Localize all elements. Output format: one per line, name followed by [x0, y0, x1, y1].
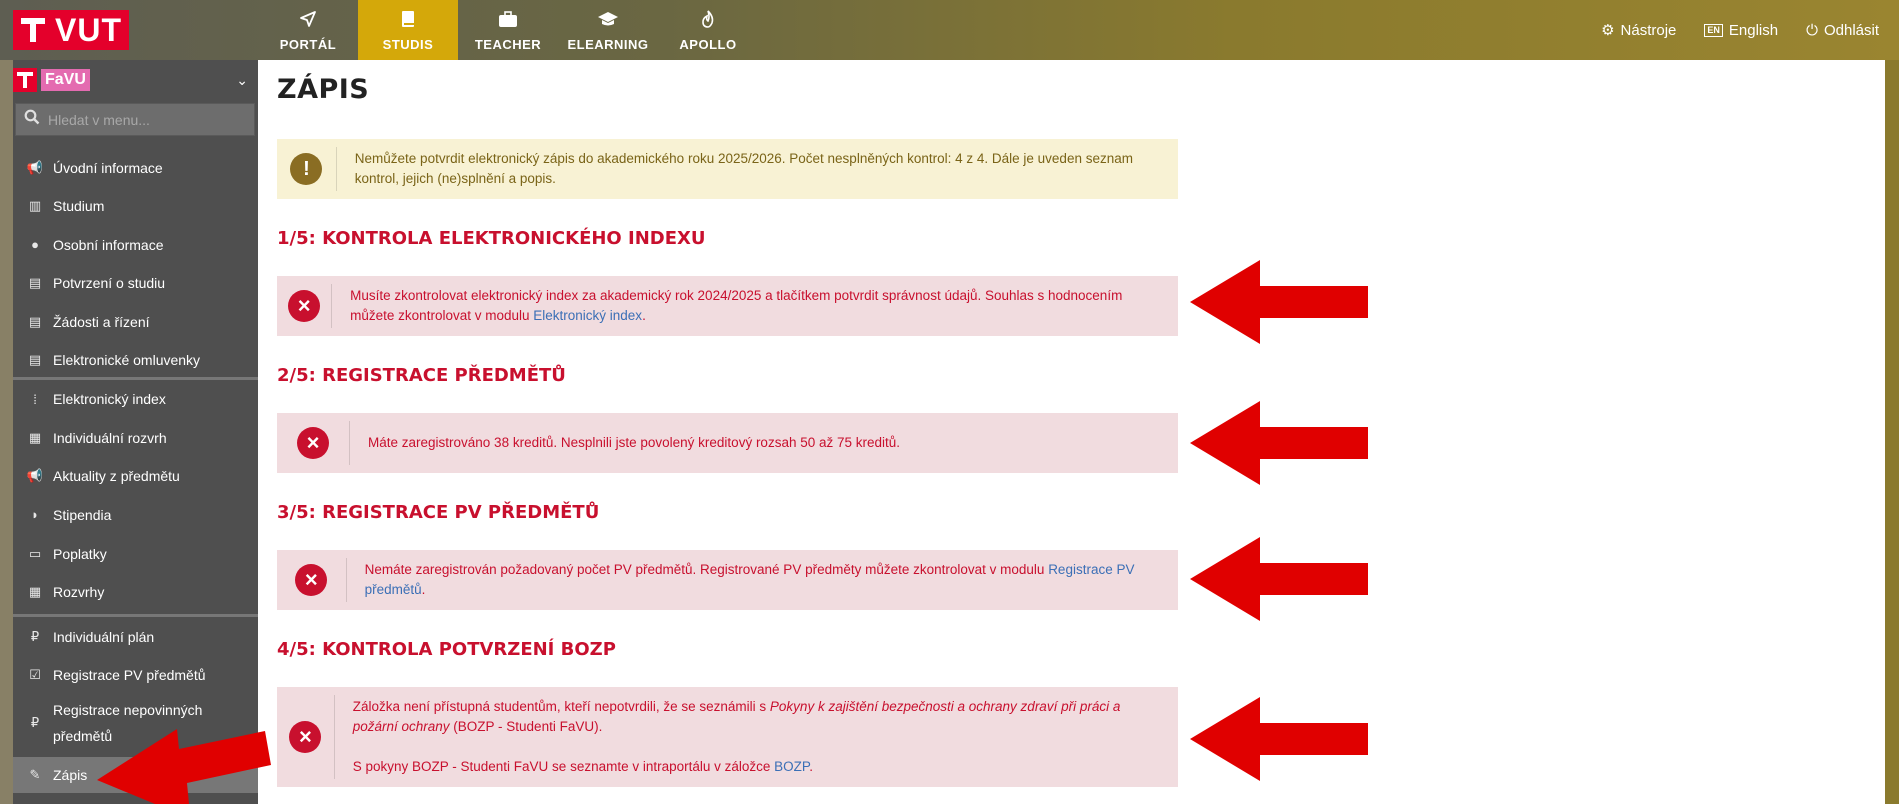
sidebar-item-poplatky[interactable] — [13, 534, 258, 573]
elektronicky-index-link[interactable]: Elektronický index — [533, 308, 643, 323]
bozp-text-2: S pokyny BOZP - Studenti FaVU se seznamte v intraportálu v záložce — [352, 759, 775, 774]
sidebar-item-individualni-plan[interactable] — [13, 617, 258, 656]
top-bar — [0, 0, 1899, 60]
bozp-text-after-2: . — [809, 759, 813, 774]
calendar-icon: ▦ — [28, 584, 42, 599]
sidebar-item-individualni-rozvrh[interactable] — [13, 418, 258, 457]
tab-label: TEACHER — [474, 37, 542, 52]
document-icon: ▤ — [28, 352, 42, 367]
sidebar-item-elektronicke-omluvenky[interactable] — [13, 341, 258, 379]
index-icon: ⁞ — [33, 391, 37, 407]
sidebar-item-stipendia[interactable] — [13, 495, 258, 534]
sidebar-item-label: Žádosti a řízení — [53, 313, 150, 330]
annotation-arrow-icon — [1188, 258, 1370, 346]
error-alert — [277, 276, 1178, 336]
logout-link[interactable] — [1806, 22, 1879, 39]
main-content — [258, 60, 1885, 804]
chevron-down-icon: ⌄ — [236, 71, 248, 88]
tab-elearning[interactable] — [558, 0, 658, 60]
sidebar-item-rozvrhy[interactable] — [13, 573, 258, 611]
sidebar-item-registrace-pv-predmetu[interactable] — [13, 656, 258, 694]
error-text-body: Nemáte zaregistrován požadovaný počet PV předmětů. Registrované PV předměty můžete zkontrolovat v modulu — [364, 562, 1049, 577]
paragraph-spacer — [353, 737, 1160, 757]
bozp-text-after: (BOZP - Studenti FaVU). — [449, 719, 603, 734]
sidebar-item-osobni-informace[interactable] — [13, 225, 258, 264]
top-right-menu — [1601, 0, 1879, 60]
sidebar-item-zadosti-a-rizeni[interactable] — [13, 302, 258, 341]
bozp-link[interactable]: BOZP — [774, 759, 810, 774]
sidebar-item-label: Poplatky — [53, 545, 107, 562]
search-icon — [24, 109, 40, 130]
annotation-arrow-icon — [1188, 535, 1370, 623]
flame-icon — [700, 10, 716, 31]
error-text — [335, 697, 1178, 777]
tab-teacher[interactable] — [458, 0, 558, 60]
bozp-italic-text: Pokyny k zajištění bezpečnosti a ochrany zdraví při práci a požární ochrany — [352, 699, 1121, 734]
error-text — [347, 560, 1178, 600]
error-x-icon: × — [289, 721, 321, 753]
error-x-icon: × — [297, 427, 329, 459]
sidebar-item-elektronicky-index[interactable] — [13, 380, 258, 418]
money-icon: ▭ — [28, 545, 42, 561]
language-flag-icon: EN — [1704, 24, 1723, 37]
sidebar-item-label: Elektronické omluvenky — [53, 352, 201, 368]
error-x-icon: × — [288, 290, 320, 322]
error-icon-wrap — [277, 276, 331, 336]
faculty-name: FaVU — [41, 69, 90, 91]
tab-label: APOLLO — [679, 37, 737, 52]
bozp-text: Záložka není přístupná studentům, kteří nepotvrdili, že se seznámili s — [352, 699, 770, 714]
annotation-arrow-icon — [1188, 695, 1370, 783]
sidebar-item-label: Studium — [53, 198, 105, 214]
sidebar-item-label: Rozvrhy — [53, 584, 105, 600]
tools-label: Nástroje — [1620, 21, 1677, 39]
page-title: ZÁPIS — [277, 74, 370, 105]
warning-alert — [277, 139, 1178, 199]
briefcase-icon — [498, 10, 518, 31]
tab-label: PORTÁL — [279, 37, 337, 52]
calendar-icon: ▦ — [28, 429, 42, 445]
error-text-body: Musíte zkontrolovat elektronický index za akademický rok 2024/2025 a tlačítkem potvrdit správnost údajů. Souhlas s hodnocením můžete zkontrolovat v modulu — [350, 288, 1123, 323]
sidebar-item-label: Individuální plán — [53, 628, 155, 645]
document-icon: ▤ — [28, 313, 42, 329]
sidebar-item-label: Potvrzení o studiu — [53, 275, 166, 291]
sidebar-item-studium[interactable] — [13, 187, 258, 225]
sidebar-item-label: Aktuality z předmětu — [53, 468, 180, 484]
error-text — [332, 286, 1178, 326]
error-text-after: . — [642, 308, 646, 323]
language-label: English — [1728, 21, 1779, 39]
tab-studis[interactable] — [358, 0, 458, 60]
clipboard-icon: ☑ — [29, 667, 41, 682]
registrace-pv-link[interactable]: Registrace PV předmětů — [364, 562, 1135, 597]
bozp-paragraph-2 — [353, 757, 1160, 777]
paper-plane-icon — [299, 10, 317, 31]
pencil-icon: ✎ — [29, 767, 41, 782]
language-link[interactable] — [1704, 22, 1778, 39]
logo-text: VUT — [55, 12, 122, 48]
tab-apollo[interactable] — [658, 0, 758, 60]
power-icon: ⏻ — [1806, 21, 1818, 39]
book-icon — [400, 10, 416, 31]
graduation-cap-icon — [597, 10, 619, 31]
annotation-arrow-icon — [1188, 399, 1370, 487]
plan-icon: ₽ — [30, 715, 40, 730]
section-heading: 1/5: KONTROLA ELEKTRONICKÉHO INDEXU — [277, 228, 706, 249]
search-input[interactable] — [46, 111, 240, 129]
vut-t-icon — [17, 13, 51, 47]
nav-tabs — [258, 0, 758, 60]
sidebar-item-label: Osobní informace — [53, 236, 164, 253]
sidebar-item-label: Elektronický index — [53, 391, 166, 407]
section-heading: 2/5: REGISTRACE PŘEDMĚTŮ — [277, 365, 566, 386]
sidebar-item-label: Registrace nepovinných předmětů — [53, 702, 203, 744]
section-heading: 4/5: KONTROLA POTVRZENÍ BOZP — [277, 639, 616, 660]
sidebar-item-label: Úvodní informace — [53, 159, 163, 176]
section-heading: 3/5: REGISTRACE PV PŘEDMĚTŮ — [277, 502, 600, 523]
gear-icon: ⚙ — [1601, 22, 1615, 39]
vut-logo[interactable] — [13, 10, 129, 50]
sidebar-item-label: Zápis — [53, 767, 88, 783]
tab-label: STUDIS — [382, 37, 434, 52]
document-icon: ▤ — [28, 275, 42, 290]
sidebar-item-label: Individuální rozvrh — [53, 429, 167, 446]
error-alert — [277, 687, 1178, 787]
logout-label: Odhlásit — [1823, 21, 1879, 39]
faculty-logo-icon — [13, 68, 37, 92]
menu-search[interactable] — [15, 103, 255, 136]
bozp-paragraph-1 — [353, 697, 1160, 737]
error-alert — [277, 550, 1178, 610]
megaphone-icon: 📢 — [26, 468, 44, 483]
error-text: Máte zaregistrováno 38 kreditů. Nesplnili jste povolený kreditový rozsah 50 až 75 kreditů. — [368, 435, 901, 450]
error-icon-wrap — [277, 550, 346, 610]
tools-link[interactable] — [1601, 21, 1676, 39]
warning-icon-wrap — [277, 139, 336, 199]
piggy-bank-icon: ◗ — [31, 507, 39, 522]
books-icon: ▥ — [28, 198, 42, 213]
user-icon: ● — [31, 237, 39, 252]
error-x-icon: × — [295, 564, 327, 596]
sidebar-item-label: Stipendia — [53, 506, 112, 523]
error-text-after: . — [421, 582, 426, 597]
error-icon-wrap — [277, 413, 349, 473]
megaphone-icon: 📢 — [26, 159, 44, 175]
plan-icon: ₽ — [30, 628, 40, 644]
right-border — [1885, 60, 1899, 804]
warning-text: Nemůžete potvrdit elektronický zápis do akademického roku 2025/2026. Počet nesplněných kontrol: 4 z 4. Dále je uveden seznam kontrol, jejich (ne)splnění a popis. — [354, 151, 1133, 186]
sidebar-item-aktuality-z-predmetu[interactable] — [13, 457, 258, 495]
sidebar-item-potvrzeni-o-studiu[interactable] — [13, 264, 258, 302]
exclamation-icon: ! — [290, 153, 322, 185]
error-icon-wrap — [277, 687, 334, 787]
faculty-selector[interactable] — [13, 66, 258, 94]
tab-label: ELEARNING — [567, 37, 649, 52]
error-alert — [277, 413, 1178, 473]
annotation-arrow-icon — [95, 725, 275, 804]
sidebar-item-uvodni-informace[interactable] — [13, 148, 258, 187]
tab-portal[interactable] — [258, 0, 358, 60]
sidebar-item-label: Registrace PV předmětů — [53, 667, 206, 683]
